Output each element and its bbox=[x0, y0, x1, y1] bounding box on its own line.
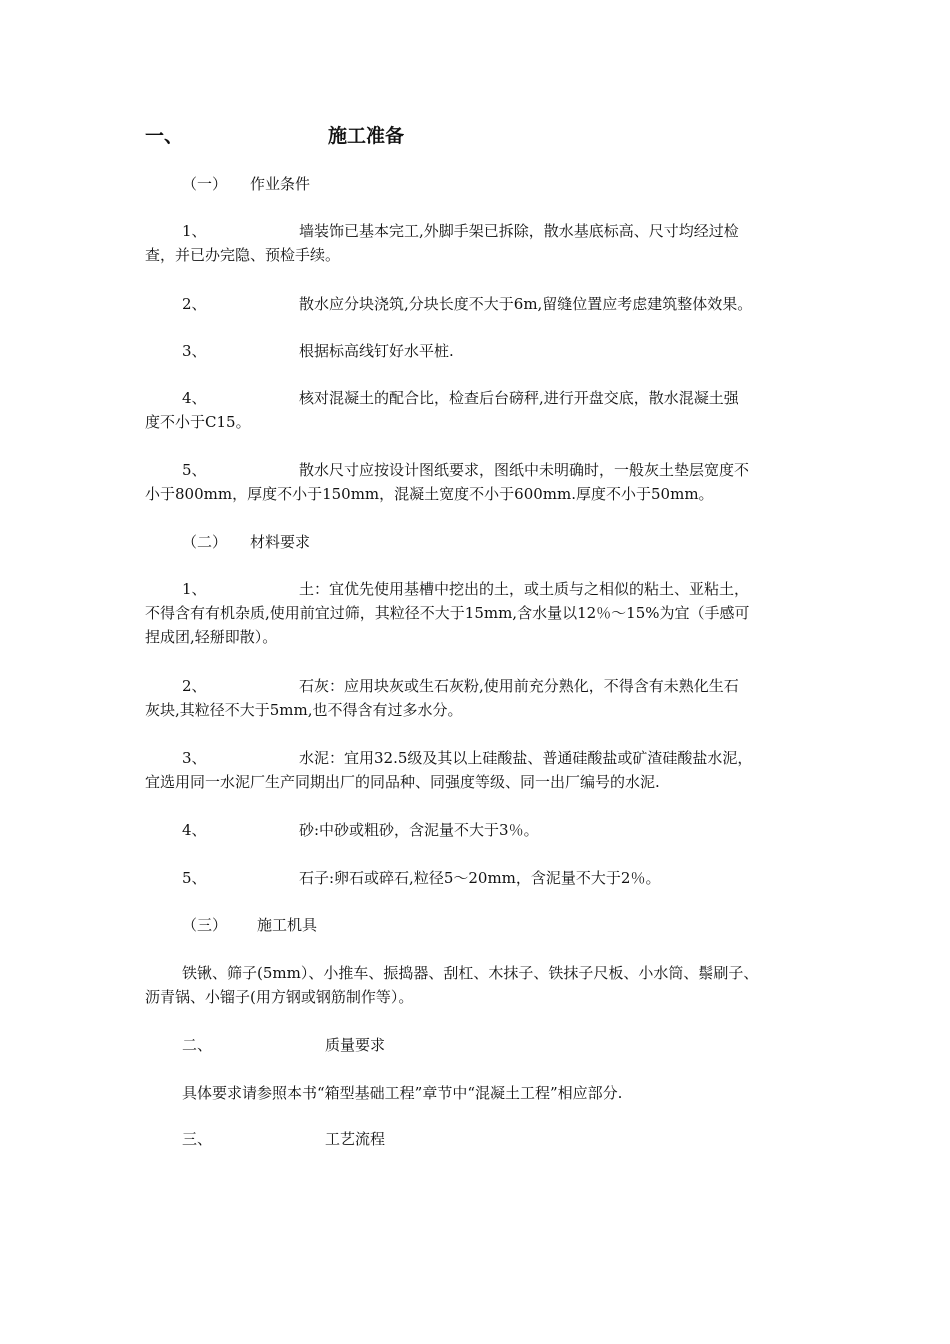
item-number: 1、 bbox=[182, 580, 207, 598]
item-text-line: 根据标高线钉好水平桩. bbox=[299, 342, 454, 360]
list-item bbox=[145, 818, 810, 842]
paragraph bbox=[145, 961, 810, 1009]
item-number: 1、 bbox=[182, 222, 207, 240]
item-text-line: 土：宜优先使用基槽中挖出的土，或土质与之相似的粘土、亚粘土， bbox=[299, 580, 750, 598]
subsection-title: 材料要求 bbox=[250, 533, 311, 551]
subsection-title: 作业条件 bbox=[250, 175, 311, 193]
list-item bbox=[145, 292, 810, 316]
subsection-label: （三） bbox=[182, 916, 228, 934]
list-item bbox=[145, 674, 810, 722]
list-item bbox=[145, 577, 810, 649]
heading-title: 施工准备 bbox=[328, 125, 405, 147]
subsection-label: （一） bbox=[182, 175, 228, 193]
item-number: 4、 bbox=[182, 389, 207, 407]
section-heading bbox=[145, 124, 810, 150]
item-text-line: 宜选用同一水泥厂生产同期出厂的同品种、同强度等级、同一出厂编号的水泥. bbox=[145, 773, 660, 791]
paragraph-line: 铁锹、筛子(5mm）、小推车、振捣器、刮杠、木抹子、铁抹子尺板、小水筒、鬃刷子、 bbox=[182, 964, 759, 982]
item-text-line: 小于800mm，厚度不小于150mm，混凝土宽度不小于600mm.厚度不小于50mm。 bbox=[145, 485, 714, 503]
subsection-title: 施工机具 bbox=[257, 916, 318, 934]
item-text-line: 核对混凝土的配合比，检查后台磅秤,进行开盘交底，散水混凝土强 bbox=[299, 389, 739, 407]
paragraph-line: 沥青锅、小镏子(用方钢或钢筋制作等）。 bbox=[145, 988, 414, 1006]
section-title: 工艺流程 bbox=[325, 1130, 386, 1148]
heading-number: 一、 bbox=[145, 125, 184, 147]
list-item bbox=[145, 458, 810, 506]
item-text-line: 砂:中砂或粗砂，含泥量不大于3％。 bbox=[299, 821, 539, 839]
list-item bbox=[145, 219, 810, 267]
list-item bbox=[145, 339, 810, 363]
item-number: 2、 bbox=[182, 677, 207, 695]
subsection-heading bbox=[145, 530, 810, 554]
item-number: 2、 bbox=[182, 295, 207, 313]
item-text-line: 查，并已办完隐、预检手续。 bbox=[145, 246, 341, 264]
section-number: 三、 bbox=[182, 1130, 213, 1148]
item-text-line: 散水应分块浇筑,分块长度不大于6m,留缝位置应考虑建筑整体效果。 bbox=[299, 295, 753, 313]
list-item bbox=[145, 746, 810, 794]
list-item bbox=[145, 386, 810, 434]
subsection-heading bbox=[145, 913, 810, 937]
item-number: 4、 bbox=[182, 821, 207, 839]
section-heading bbox=[145, 1033, 810, 1057]
item-text-line: 散水尺寸应按设计图纸要求，图纸中未明确时，一般灰土垫层宽度不 bbox=[299, 461, 750, 479]
item-text-line: 墙装饰已基本完工,外脚手架已拆除，散水基底标高、尺寸均经过检 bbox=[299, 222, 739, 240]
paragraph bbox=[145, 1081, 810, 1105]
section-title: 质量要求 bbox=[325, 1036, 386, 1054]
item-text-line: 水泥：宜用32.5级及其以上硅酸盐、普通硅酸盐或矿渣硅酸盐水泥， bbox=[299, 749, 753, 767]
section-number: 二、 bbox=[182, 1036, 213, 1054]
item-number: 3、 bbox=[182, 749, 207, 767]
paragraph-line: 具体要求请参照本书“箱型基础工程”章节中“混凝土工程”相应部分. bbox=[182, 1084, 623, 1102]
item-number: 5、 bbox=[182, 461, 207, 479]
item-number: 3、 bbox=[182, 342, 207, 360]
list-item bbox=[145, 866, 810, 890]
item-text-line: 捏成团,轻掰即散）。 bbox=[145, 628, 278, 646]
subsection-heading bbox=[145, 172, 810, 196]
section-heading bbox=[145, 1127, 810, 1151]
item-text-line: 度不小于C15。 bbox=[145, 413, 251, 431]
item-text-line: 不得含有有机杂质,使用前宜过筛，其粒径不大于15mm,含水量以12％～15%为宜（手感可 bbox=[145, 604, 750, 622]
item-text-line: 石子:卵石或碎石,粒径5～20mm，含泥量不大于2％。 bbox=[299, 869, 661, 887]
item-text-line: 灰块,其粒径不大于5mm,也不得含有过多水分。 bbox=[145, 701, 463, 719]
subsection-label: （二） bbox=[182, 533, 228, 551]
item-number: 5、 bbox=[182, 869, 207, 887]
item-text-line: 石灰：应用块灰或生石灰粉,使用前充分熟化，不得含有未熟化生石 bbox=[299, 677, 739, 695]
